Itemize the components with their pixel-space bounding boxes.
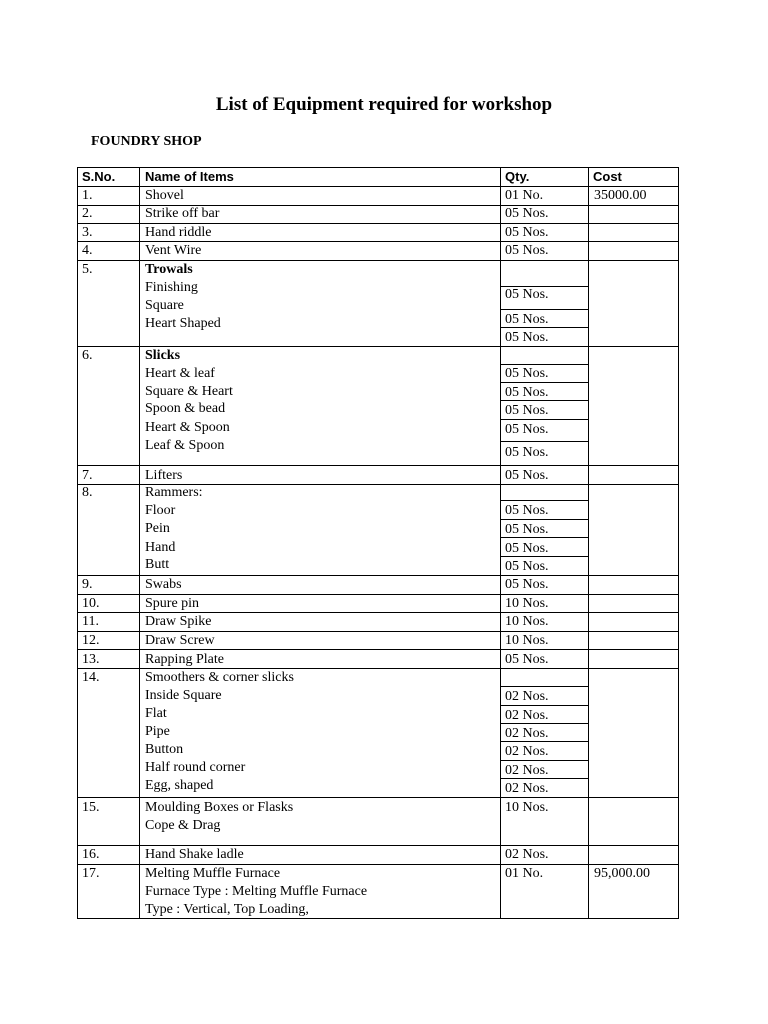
row-qty: 05 Nos. (505, 312, 549, 327)
row-qty: 02 Nos. (505, 763, 549, 778)
row-qty: 05 Nos. (505, 652, 549, 667)
page-title: List of Equipment required for workshop (215, 94, 553, 115)
table-rule (500, 686, 589, 687)
row-item-name: Strike off bar (145, 206, 220, 221)
row-item-name: Rapping Plate (145, 652, 224, 667)
row-item-name: Melting Muffle Furnace (145, 866, 281, 881)
row-qty: 05 Nos. (505, 403, 549, 418)
row-item-name: Moulding Boxes or Flasks (145, 800, 294, 815)
row-item-name: Heart Shaped (145, 316, 221, 331)
row-item-name: Half round corner (145, 760, 246, 775)
row-qty: 10 Nos. (505, 800, 549, 815)
row-qty: 05 Nos. (505, 468, 549, 483)
row-qty: 05 Nos. (505, 330, 549, 345)
row-qty: 02 Nos. (505, 689, 549, 704)
row-qty: 02 Nos. (505, 744, 549, 759)
row-qty: 05 Nos. (505, 559, 549, 574)
header-name: Name of Items (145, 169, 234, 184)
row-sno: 11. (82, 614, 99, 629)
header-qty: Qty. (505, 169, 530, 184)
row-sno: 2. (82, 206, 93, 221)
row-cost: 35000.00 (594, 188, 647, 203)
row-sno: 6. (82, 348, 93, 363)
row-item-name: Cope & Drag (145, 818, 221, 833)
row-qty: 05 Nos. (505, 503, 549, 518)
header-sno: S.No. (82, 169, 116, 184)
row-qty: 05 Nos. (505, 243, 549, 258)
row-item-name: Furnace Type : Melting Muffle Furnace (145, 884, 368, 899)
row-sno: 1. (82, 188, 93, 203)
row-qty: 02 Nos. (505, 708, 549, 723)
header-cost: Cost (593, 169, 622, 184)
row-cost: 95,000.00 (594, 866, 650, 881)
row-sno: 12. (82, 633, 100, 648)
row-qty: 10 Nos. (505, 633, 549, 648)
row-item-name: Trowals (145, 262, 193, 277)
row-sno: 14. (82, 670, 100, 685)
row-item-name: Leaf & Spoon (145, 438, 225, 453)
row-item-name: Lifters (145, 468, 183, 483)
row-qty: 05 Nos. (505, 541, 549, 556)
row-item-name: Hand Shake ladle (145, 847, 244, 862)
row-item-name: Inside Square (145, 688, 222, 703)
row-sno: 3. (82, 225, 93, 240)
row-sno: 5. (82, 262, 93, 277)
row-sno: 15. (82, 800, 100, 815)
row-qty: 02 Nos. (505, 847, 549, 862)
row-item-name: Egg, shaped (145, 778, 214, 793)
row-item-name: Spoon & bead (145, 401, 226, 416)
row-qty: 01 No. (505, 866, 544, 881)
row-item-name: Rammers: (145, 485, 203, 500)
row-qty: 02 Nos. (505, 781, 549, 796)
row-sno: 17. (82, 866, 100, 881)
row-qty: 02 Nos. (505, 726, 549, 741)
row-sno: 7. (82, 468, 93, 483)
row-qty: 05 Nos. (505, 225, 549, 240)
row-item-name: Floor (145, 503, 176, 518)
row-item-name: Finishing (145, 280, 198, 295)
row-sno: 13. (82, 652, 100, 667)
row-item-name: Heart & Spoon (145, 420, 230, 435)
row-item-name: Butt (145, 557, 170, 572)
table-rule (77, 797, 679, 798)
row-item-name: Vent Wire (145, 243, 202, 258)
row-item-name: Heart & leaf (145, 366, 215, 381)
table-rule (500, 441, 589, 442)
table-rule (500, 309, 589, 310)
table-rule (139, 167, 140, 919)
row-qty: 05 Nos. (505, 577, 549, 592)
row-qty: 05 Nos. (505, 385, 549, 400)
row-sno: 9. (82, 577, 93, 592)
row-item-name: Swabs (145, 577, 182, 592)
row-item-name: Hand riddle (145, 225, 212, 240)
row-item-name: Square & Heart (145, 384, 233, 399)
row-item-name: Type : Vertical, Top Loading, (145, 902, 309, 917)
row-qty: 05 Nos. (505, 287, 549, 302)
table-rule (77, 167, 78, 919)
row-qty: 05 Nos. (505, 445, 549, 460)
row-item-name: Spure pin (145, 596, 200, 611)
table-rule (500, 167, 501, 919)
row-item-name: Draw Spike (145, 614, 212, 629)
row-qty: 05 Nos. (505, 206, 549, 221)
row-qty: 10 Nos. (505, 614, 549, 629)
table-rule (500, 500, 589, 501)
row-item-name: Pein (145, 521, 170, 536)
row-sno: 4. (82, 243, 93, 258)
row-item-name: Hand (145, 540, 176, 555)
section-heading: FOUNDRY SHOP (91, 134, 202, 149)
table-rule (678, 167, 679, 919)
row-qty: 05 Nos. (505, 422, 549, 437)
row-item-name: Shovel (145, 188, 184, 203)
row-item-name: Slicks (145, 348, 181, 363)
row-qty: 05 Nos. (505, 366, 549, 381)
table-rule (77, 465, 679, 466)
row-item-name: Pipe (145, 724, 170, 739)
row-sno: 10. (82, 596, 100, 611)
row-sno: 8. (82, 485, 93, 500)
row-item-name: Smoothers & corner slicks (145, 670, 294, 685)
row-qty: 10 Nos. (505, 596, 549, 611)
row-item-name: Button (145, 742, 184, 757)
table-rule (588, 167, 589, 919)
row-qty: 05 Nos. (505, 522, 549, 537)
row-item-name: Flat (145, 706, 167, 721)
row-item-name: Square (145, 298, 184, 313)
row-item-name: Draw Screw (145, 633, 215, 648)
row-qty: 01 No. (505, 188, 544, 203)
row-sno: 16. (82, 847, 100, 862)
